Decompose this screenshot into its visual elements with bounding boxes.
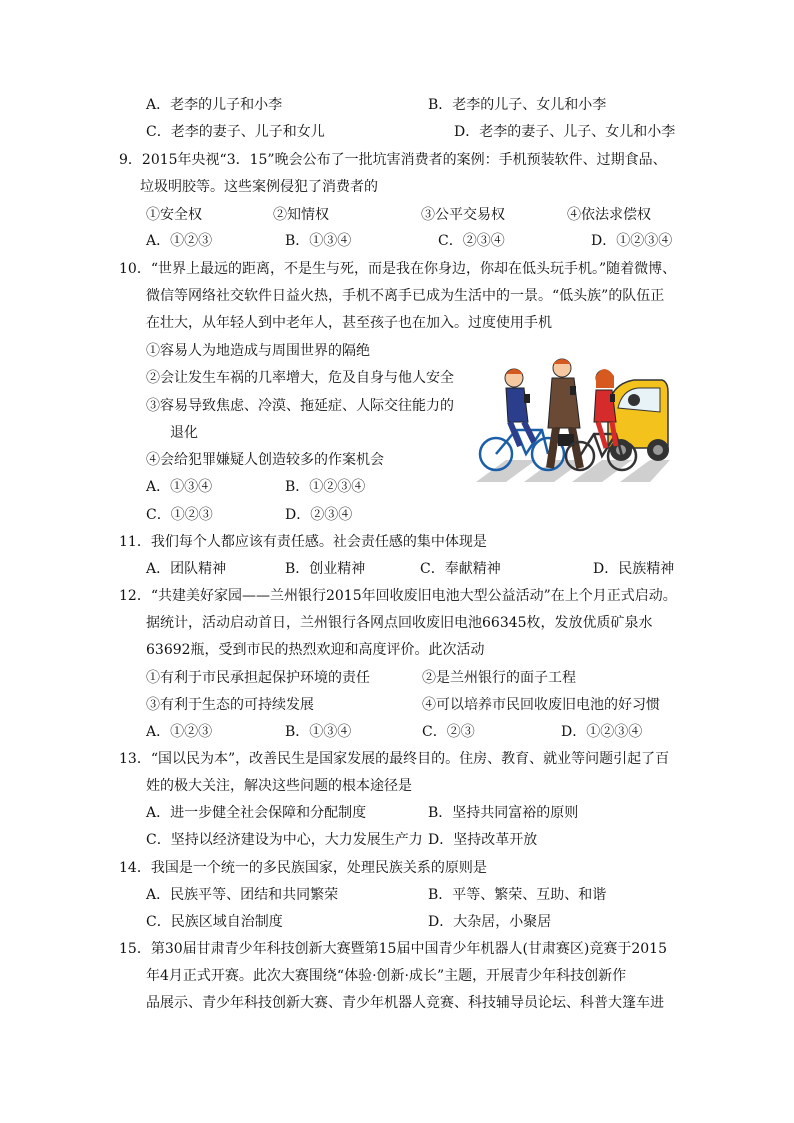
- q10-option-b: B．①②③④: [285, 479, 366, 495]
- q10-statement-3a: ③容易导致焦虑、冷漠、拖延症、人际交往能力的: [146, 398, 454, 414]
- q9-statement-4: ④依法求偿权: [567, 207, 651, 223]
- q12-statement-2: ②是兰州银行的面子工程: [422, 670, 576, 686]
- q9-statement-1: ①安全权: [146, 207, 202, 223]
- q12-option-d: D．①②③④: [561, 724, 643, 740]
- q14-option-a: A．民族平等、团结和共同繁荣: [146, 887, 339, 903]
- q12-option-b: B．①③④: [285, 724, 352, 740]
- phone-cyclists-illustration: [476, 350, 670, 490]
- q12-statement-3: ③有利于生态的可持续发展: [146, 697, 314, 713]
- q14-option-d: D．大杂居，小聚居: [428, 914, 552, 930]
- q9-option-c: C．②③④: [438, 233, 505, 249]
- q11-option-d: D．民族精神: [593, 561, 675, 577]
- q10-option-c: C．①②③: [146, 507, 213, 523]
- q15-stem-line1: 15．第30届甘肃青少年科技创新大赛暨第15届中国青少年机器人(甘肃赛区)竞赛于2015: [119, 941, 667, 957]
- q8-option-a: A．老李的儿子和小李: [146, 97, 283, 113]
- cyclist-figure-left: [505, 369, 534, 446]
- q9-option-a: A．①②③: [146, 233, 213, 249]
- q9-stem-line2: 垃圾明胶等。这些案例侵犯了消费者的: [140, 179, 378, 195]
- q13-stem-line1: 13．“国以民为本”，改善民生是国家发展的最终目的。住房、教育、就业等问题引起了百: [119, 751, 670, 767]
- q11-option-c: C．奉献精神: [420, 561, 501, 577]
- q10-option-a: A．①③④: [146, 479, 213, 495]
- q10-statement-4: ④会给犯罪嫌疑人创造较多的作案机会: [146, 452, 384, 468]
- q12-stem-line3: 63692瓶，受到市民的热烈欢迎和高度评价。此次活动: [146, 642, 485, 658]
- q9-statement-3: ③公平交易权: [421, 207, 505, 223]
- q10-statement-3b: 退化: [170, 425, 198, 441]
- q9-option-d: D．①②③④: [591, 233, 673, 249]
- q10-stem-line1: 10．“世界上最远的距离，不是生与死，而是我在你身边，你却在低头玩手机。”随着微博、: [119, 261, 677, 277]
- q9-option-b: B．①③④: [285, 233, 352, 249]
- q8-option-d: D．老李的妻子、儿子、女儿和小李: [454, 124, 676, 140]
- q13-option-c: C．坚持以经济建设为中心，大力发展生产力: [146, 832, 423, 848]
- q11-option-a: A．团队精神: [146, 561, 227, 577]
- q12-option-c: C．②③: [422, 724, 475, 740]
- q12-statement-4: ④可以培养市民回收废旧电池的好习惯: [422, 697, 660, 713]
- q15-stem-line2: 年4月正式开赛。此次大赛围绕“体验·创新·成长”主题，开展青少年科技创新作: [146, 968, 627, 984]
- q12-stem-line2: 据统计，活动启动首日，兰州银行各网点回收废旧电池66345枚，发放优质矿泉水: [146, 615, 653, 631]
- q11-option-b: B．创业精神: [285, 561, 366, 577]
- car-icon: [608, 380, 669, 461]
- q14-option-c: C．民族区域自治制度: [146, 914, 283, 930]
- q8-option-c: C．老李的妻子、儿子和女儿: [146, 124, 325, 140]
- cyclist-figure-right: [594, 369, 616, 448]
- q8-option-b: B．老李的儿子、女儿和小李: [428, 97, 607, 113]
- q12-option-a: A．①②③: [146, 724, 213, 740]
- q10-stem-line3: 在壮大，从年轻人到中老年人，甚至孩子也在加入。过度使用手机: [146, 315, 552, 331]
- q15-stem-line3: 品展示、青少年科技创新大赛、青少年机器人竞赛、科技辅导员论坛、科普大篷车进: [146, 995, 664, 1011]
- q12-statement-1: ①有利于市民承担起保护环境的责任: [146, 670, 370, 686]
- q12-stem-line1: 12．“共建美好家园——兰州银行2015年回收废旧电池大型公益活动”在上个月正式启动。: [119, 588, 677, 604]
- q11-stem: 11．我们每个人都应该有责任感。社会责任感的集中体现是: [119, 534, 487, 550]
- q14-option-b: B．平等、繁荣、互助、和谐: [428, 887, 607, 903]
- q13-option-a: A．进一步健全社会保障和分配制度: [146, 805, 367, 821]
- q13-option-b: B．坚持共同富裕的原则: [428, 805, 579, 821]
- q9-stem-line1: 9．2015年央视“3．15”晚会公布了一批坑害消费者的案例：手机预装软件、过期食品、: [119, 152, 667, 168]
- q10-stem-line2: 微信等网络社交软件日益火热，手机不离手已成为生活中的一景。“低头族”的队伍正: [146, 288, 665, 304]
- q10-statement-2: ②会让发生车祸的几率增大，危及自身与他人安全: [146, 370, 454, 386]
- q13-option-d: D．坚持改革开放: [428, 832, 538, 848]
- q10-option-d: D．②③④: [285, 507, 353, 523]
- q9-statement-2: ②知情权: [273, 207, 329, 223]
- q10-statement-1: ①容易人为地造成与周围世界的隔绝: [146, 343, 370, 359]
- q13-stem-line2: 姓的极大关注，解决这些问题的根本途径是: [146, 778, 412, 794]
- q14-stem: 14．我国是一个统一的多民族国家，处理民族关系的原则是: [119, 860, 487, 876]
